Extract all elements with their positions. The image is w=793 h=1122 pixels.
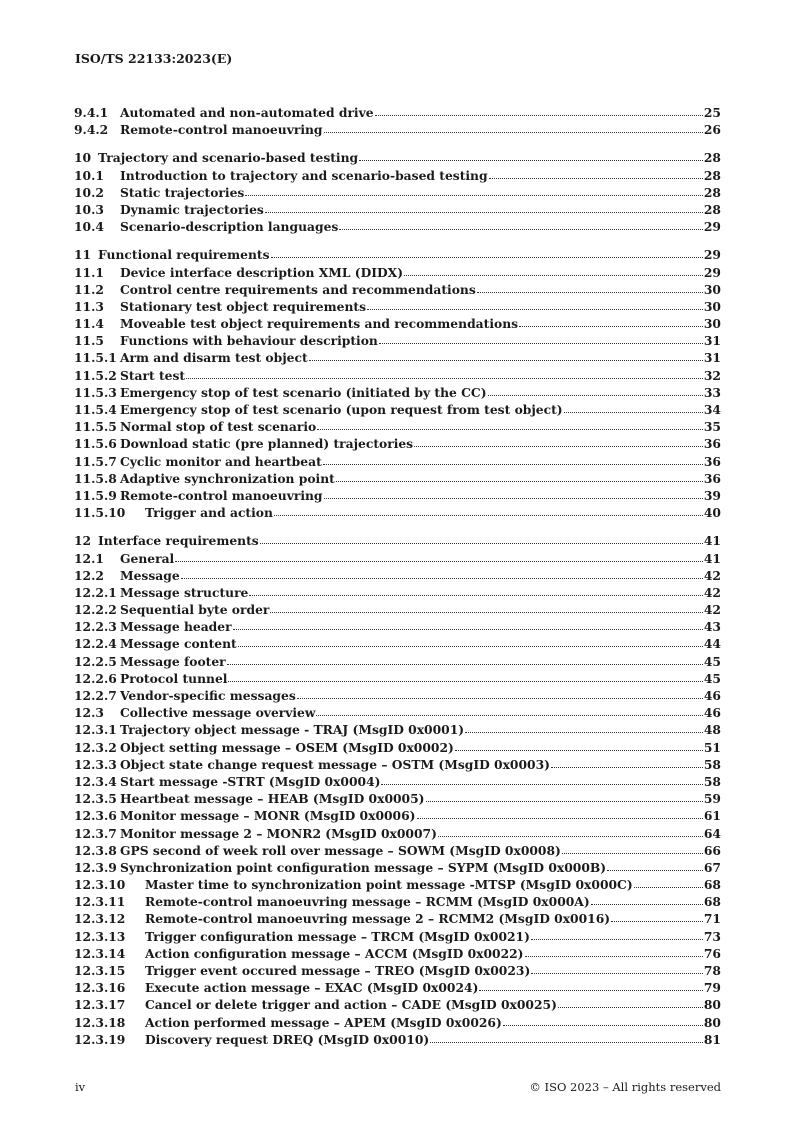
page-number: iv (75, 1080, 86, 1094)
dot-leader (260, 533, 703, 545)
dot-leader (607, 860, 703, 872)
toc-entry-number: 11.5.1 (74, 350, 117, 366)
dot-leader (591, 894, 703, 906)
dot-leader (414, 436, 703, 448)
toc-entry-number: 12.3.17 (74, 997, 126, 1013)
toc-entry-number: 12.1 (74, 550, 104, 566)
toc-entry-page: 36 (703, 470, 721, 486)
toc-entry[interactable] (74, 282, 721, 299)
dot-leader (238, 636, 703, 648)
toc-entry[interactable] (74, 877, 721, 894)
toc-entry-page: 48 (703, 722, 721, 738)
toc-entry-page: 31 (703, 333, 721, 349)
dot-leader (270, 602, 702, 614)
toc-entry-page: 29 (703, 247, 721, 263)
toc-entry-title: Action performed message – APEM (MsgID 0x0026) (145, 1014, 502, 1030)
toc-entry[interactable] (74, 419, 721, 436)
toc-entry-page: 41 (703, 533, 721, 549)
toc-entry-page: 81 (703, 1031, 721, 1047)
toc-entry-page: 40 (703, 505, 721, 521)
toc-entry[interactable] (74, 533, 721, 550)
toc-entry[interactable] (74, 980, 721, 997)
toc-entry-title: Heartbeat message – HEAB (MsgID 0x0005) (120, 791, 425, 807)
toc-entry-title: Protocol tunnel (120, 670, 228, 686)
dot-leader (323, 454, 703, 466)
dot-leader (479, 980, 702, 992)
toc-entry-title: Start test (120, 367, 186, 383)
toc-entry-title: Control centre requirements and recommendations (120, 281, 476, 297)
toc-entry[interactable] (74, 471, 721, 488)
toc-entry-title: Message (120, 567, 180, 583)
dot-leader (249, 585, 702, 597)
toc-entry[interactable] (74, 705, 721, 722)
toc-entry[interactable] (74, 299, 721, 316)
toc-entry-number: 12.2.7 (74, 688, 117, 703)
toc-entry[interactable] (74, 185, 721, 202)
toc-entry-page: 36 (703, 453, 721, 469)
dot-leader (488, 385, 703, 397)
toc-entry-title: Device interface description XML (DIDX) (120, 264, 404, 280)
dot-leader (519, 316, 703, 328)
toc-entry[interactable] (74, 826, 721, 843)
dot-leader (525, 946, 703, 958)
toc-entry-title: Object state change request message – OSTM (MsgID 0x0003) (120, 756, 550, 772)
toc-entry-number: 12.3.12 (74, 911, 126, 927)
toc-entry-title: Static trajectories (120, 184, 245, 200)
dot-leader (551, 757, 703, 769)
toc-entry-page: 31 (703, 350, 721, 366)
dot-leader (359, 150, 703, 162)
toc-entry[interactable] (74, 619, 721, 636)
toc-entry-number: 12.3.3 (74, 756, 117, 772)
dot-leader (233, 619, 703, 631)
dot-leader (336, 471, 703, 483)
dot-leader (489, 168, 703, 180)
toc-entry[interactable] (74, 202, 721, 219)
toc-entry-page: 42 (703, 567, 721, 583)
toc-entry[interactable] (74, 894, 721, 911)
toc-entry-page: 41 (703, 550, 721, 566)
toc-entry[interactable] (74, 333, 721, 350)
toc-entry[interactable] (74, 1015, 721, 1032)
toc-entry-page: 42 (703, 584, 721, 600)
dot-leader (316, 705, 702, 717)
toc-entry-page: 58 (703, 756, 721, 772)
dot-leader (271, 247, 703, 259)
toc-entry-number: 9.4.1 (74, 105, 109, 120)
toc-entry-title: Functional requirements (98, 247, 270, 263)
dot-leader (181, 568, 703, 580)
toc-entry-title: Monitor message 2 – MONR2 (MsgID 0x0007) (120, 825, 437, 841)
toc-entry-number: 10 (74, 150, 92, 166)
toc-entry-title: Trajectory and scenario-based testing (98, 150, 359, 166)
toc-entry-title: Discovery request DREQ (MsgID 0x0010) (145, 1031, 430, 1047)
toc-entry-number: 12.3.5 (74, 791, 117, 807)
toc-entry[interactable] (74, 791, 721, 808)
dot-leader (175, 551, 703, 563)
toc-entry[interactable] (74, 997, 721, 1014)
dot-leader (564, 402, 703, 414)
toc-entry[interactable] (74, 436, 721, 453)
toc-entry-page: 58 (703, 773, 721, 789)
toc-entry-title: Moveable test object requirements and recommendations (120, 316, 519, 332)
toc-entry-page: 76 (703, 945, 721, 961)
toc-entry-number: 12.3.7 (74, 825, 117, 841)
toc-entry-number: 11.5.5 (74, 419, 117, 435)
toc-entry-title: Functions with behaviour description (120, 333, 378, 349)
toc-entry-title: Interface requirements (98, 533, 259, 549)
toc-entry-page: 29 (703, 219, 721, 235)
toc-entry[interactable] (74, 265, 721, 282)
toc-entry-page: 46 (703, 705, 721, 721)
toc-entry-number: 9.4.2 (74, 122, 109, 138)
toc-entry-number: 12.3.1 (74, 722, 117, 738)
dot-leader (245, 185, 703, 197)
toc-entry-title: Cancel or delete trigger and action – CADE (MsgID 0x0025) (145, 997, 557, 1013)
toc-entry[interactable] (74, 911, 721, 928)
toc-entry[interactable] (74, 168, 721, 185)
toc-entry[interactable] (74, 585, 721, 602)
toc-entry-page: 67 (703, 859, 721, 875)
toc-entry[interactable] (74, 808, 721, 825)
toc-entry[interactable] (74, 860, 721, 877)
toc-entry[interactable] (74, 946, 721, 963)
toc-entry-number: 10.1 (74, 167, 104, 183)
toc-entry-title: Synchronization point configuration message – SYPM (MsgID 0x000B) (120, 859, 607, 875)
toc-entry-title: Trigger configuration message – TRCM (MsgID 0x0021) (145, 928, 530, 944)
toc-entry-number: 11 (74, 247, 92, 263)
dot-leader (274, 505, 703, 517)
dot-leader (186, 368, 703, 380)
toc-entry-number: 11.2 (74, 281, 104, 297)
toc-entry-title: Trigger event occured message – TREO (MsgID 0x0023) (145, 963, 531, 978)
toc-entry[interactable] (74, 688, 721, 705)
dot-leader (477, 282, 703, 294)
toc-entry-title: Sequential byte order (120, 602, 270, 618)
dot-leader (339, 219, 703, 231)
toc-entry-number: 12.2.1 (74, 584, 117, 600)
dot-leader (297, 688, 703, 700)
toc-entry-title: Normal stop of test scenario (120, 419, 317, 435)
toc-entry[interactable] (74, 963, 721, 980)
toc-entry-page: 34 (703, 402, 721, 417)
dot-leader (562, 843, 703, 855)
toc-entry-page: 43 (703, 619, 721, 635)
toc-entry-number: 11.5.2 (74, 367, 117, 383)
dot-leader (417, 808, 703, 820)
toc-entry[interactable] (74, 219, 721, 236)
toc-entry-title: Start message -STRT (MsgID 0x0004) (120, 773, 381, 789)
toc-entry[interactable] (74, 602, 721, 619)
toc-entry[interactable] (74, 654, 721, 671)
toc-entry-title: Action configuration message – ACCM (MsgID 0x0022) (145, 945, 524, 961)
dot-leader (634, 877, 703, 889)
toc-entry-title: Object setting message – OSEM (MsgID 0x0002) (120, 739, 454, 755)
toc-entry[interactable] (74, 105, 721, 122)
copyright-notice: © ISO 2023 – All rights reserved (529, 1080, 721, 1094)
toc-entry-number: 12.2.5 (74, 653, 117, 669)
toc-entry-page: 30 (703, 298, 721, 314)
toc-entry-title: Introduction to trajectory and scenario-based testing (120, 167, 488, 183)
toc-entry-number: 12.3.6 (74, 808, 117, 824)
toc-entry[interactable] (74, 350, 721, 367)
toc-entry-number: 11.5.8 (74, 470, 117, 486)
toc-entry[interactable] (74, 402, 721, 419)
toc-entry-page: 45 (703, 670, 721, 686)
toc-entry-number: 11.4 (74, 316, 104, 332)
toc-entry-page: 45 (703, 653, 721, 669)
dot-leader (317, 419, 703, 431)
toc-entry-page: 33 (703, 384, 721, 400)
toc-entry-page: 30 (703, 316, 721, 332)
toc-entry[interactable] (74, 488, 721, 505)
toc-entry[interactable] (74, 722, 721, 739)
toc-entry[interactable] (74, 385, 721, 402)
toc-entry-page: 80 (703, 1014, 721, 1030)
toc-entry-number: 12.3.11 (74, 894, 126, 910)
dot-leader (324, 488, 703, 500)
toc-entry-title: Adaptive synchronization point (120, 470, 335, 486)
toc-entry[interactable] (74, 1032, 721, 1049)
toc-entry-title: Dynamic trajectories (120, 201, 264, 217)
dot-leader (430, 1032, 703, 1044)
toc-entry-page: 28 (703, 167, 721, 183)
toc-entry-title: Emergency stop of test scenario (upon request from test object) (120, 402, 563, 417)
table-of-contents (74, 105, 721, 1049)
dot-leader (404, 265, 703, 277)
toc-entry-number: 12.3.2 (74, 739, 117, 755)
toc-entry-page: 79 (703, 980, 721, 996)
toc-entry[interactable] (74, 505, 721, 522)
toc-entry-number: 12.3.18 (74, 1014, 126, 1030)
toc-entry-title: Message header (120, 619, 232, 635)
toc-entry-number: 12 (74, 533, 92, 549)
toc-entry[interactable] (74, 454, 721, 471)
toc-entry-page: 39 (703, 487, 721, 503)
toc-entry-number: 12.2.6 (74, 670, 117, 686)
toc-entry[interactable] (74, 671, 721, 688)
toc-entry-title: Message content (120, 636, 237, 652)
toc-entry-title: GPS second of week roll over message – SOWM (MsgID 0x0008) (120, 842, 561, 858)
dot-leader (367, 299, 703, 311)
dot-leader (455, 740, 703, 752)
toc-entry-page: 71 (703, 911, 721, 927)
toc-entry-number: 12.2.4 (74, 636, 117, 652)
toc-entry-page: 46 (703, 688, 721, 703)
toc-entry-page: 78 (703, 963, 721, 978)
toc-entry-page: 44 (703, 636, 721, 652)
toc-entry-number: 11.5.4 (74, 402, 117, 417)
dot-leader (324, 122, 703, 134)
dot-leader (309, 350, 703, 362)
dot-leader (531, 963, 703, 975)
toc-entry-number: 10.4 (74, 219, 104, 235)
toc-entry-number: 12.2.2 (74, 602, 117, 618)
dot-leader (375, 105, 703, 117)
toc-entry-number: 12.3.16 (74, 980, 126, 996)
toc-entry-page: 59 (703, 791, 721, 807)
dot-leader (558, 997, 703, 1009)
toc-entry-page: 61 (703, 808, 721, 824)
toc-entry-page: 64 (703, 825, 721, 841)
toc-entry-title: Execute action message – EXAC (MsgID 0x0024) (145, 980, 479, 996)
toc-entry[interactable] (74, 551, 721, 568)
dot-leader (227, 654, 703, 666)
toc-entry-number: 12.3.13 (74, 928, 126, 944)
toc-entry-number: 11.1 (74, 264, 104, 280)
toc-entry-title: Emergency stop of test scenario (initiated by the CC) (120, 384, 487, 400)
toc-entry-title: Message footer (120, 653, 226, 669)
dot-leader (381, 774, 702, 786)
toc-entry-number: 12.3.9 (74, 859, 117, 875)
toc-entry-title: Remote-control manoeuvring message – RCMM (MsgID 0x000A) (145, 894, 590, 910)
toc-entry-page: 35 (703, 419, 721, 435)
toc-entry-number: 11.5.6 (74, 436, 117, 452)
toc-entry-page: 28 (703, 184, 721, 200)
toc-entry-page: 42 (703, 602, 721, 618)
toc-entry-number: 10.2 (74, 184, 104, 200)
toc-entry-number: 10.3 (74, 201, 104, 217)
toc-entry-number: 11.5.9 (74, 487, 117, 503)
dot-leader (531, 929, 703, 941)
dot-leader (426, 791, 703, 803)
toc-entry-page: 80 (703, 997, 721, 1013)
toc-entry[interactable] (74, 568, 721, 585)
toc-entry-page: 68 (703, 894, 721, 910)
toc-entry-title: Master time to synchronization point message -MTSP (MsgID 0x000C) (145, 877, 633, 893)
dot-leader (228, 671, 702, 683)
toc-entry-page: 36 (703, 436, 721, 452)
toc-entry-number: 11.3 (74, 298, 104, 314)
toc-entry-number: 12.3.15 (74, 963, 126, 978)
toc-entry-number: 11.5.7 (74, 453, 117, 469)
toc-entry-page: 73 (703, 928, 721, 944)
toc-entry-title: Trajectory object message - TRAJ (MsgID 0x0001) (120, 722, 465, 738)
toc-entry-number: 11.5.3 (74, 384, 117, 400)
toc-entry-page: 28 (703, 201, 721, 217)
toc-entry-page: 29 (703, 264, 721, 280)
toc-entry-number: 12.3.10 (74, 877, 126, 893)
dot-leader (611, 911, 703, 923)
toc-entry-number: 11.5.10 (74, 505, 126, 521)
toc-entry[interactable] (74, 843, 721, 860)
toc-entry-title: Download static (pre planned) trajectories (120, 436, 414, 452)
toc-entry-title: Message structure (120, 584, 249, 600)
toc-entry-title: Remote-control manoeuvring (120, 122, 323, 138)
toc-entry-title: Vendor-specific messages (120, 688, 296, 703)
toc-entry-page: 51 (703, 739, 721, 755)
toc-entry[interactable] (74, 757, 721, 774)
dot-leader (503, 1015, 703, 1027)
toc-entry[interactable] (74, 774, 721, 791)
toc-entry-page: 28 (703, 150, 721, 166)
toc-entry-title: Remote-control manoeuvring message 2 – RCMM2 (MsgID 0x0016) (145, 911, 611, 927)
toc-entry[interactable] (74, 122, 721, 139)
toc-entry-title: Collective message overview (120, 705, 316, 721)
dot-leader (438, 826, 703, 838)
toc-entry[interactable] (74, 150, 721, 167)
toc-entry-title: General (120, 550, 175, 566)
toc-entry-title: Trigger and action (145, 505, 273, 521)
toc-entry-page: 66 (703, 842, 721, 858)
toc-entry-number: 12.2.3 (74, 619, 117, 635)
dot-leader (379, 333, 703, 345)
dot-leader (265, 202, 703, 214)
toc-entry-number: 12.2 (74, 567, 104, 583)
toc-entry-title: Arm and disarm test object (120, 350, 308, 366)
dot-leader (465, 722, 703, 734)
toc-entry-number: 12.3 (74, 705, 104, 721)
toc-entry-number: 12.3.4 (74, 773, 117, 789)
toc-entry-page: 32 (703, 367, 721, 383)
toc-entry-number: 12.3.19 (74, 1031, 126, 1047)
toc-entry-page: 25 (703, 105, 721, 120)
toc-entry[interactable] (74, 368, 721, 385)
toc-entry-page: 30 (703, 281, 721, 297)
toc-entry-title: Automated and non-automated drive (120, 105, 374, 120)
document-id-header: ISO/TS 22133:2023(E) (75, 51, 233, 66)
toc-entry-title: Monitor message – MONR (MsgID 0x0006) (120, 808, 416, 824)
toc-entry-number: 11.5 (74, 333, 104, 349)
toc-entry-title: Scenario-description languages (120, 219, 339, 235)
toc-entry-title: Stationary test object requirements (120, 298, 366, 314)
toc-entry-number: 12.3.8 (74, 842, 117, 858)
toc-entry-title: Cyclic monitor and heartbeat (120, 453, 322, 469)
toc-entry[interactable] (74, 929, 721, 946)
toc-entry-title: Remote-control manoeuvring (120, 487, 323, 503)
toc-entry-page: 68 (703, 877, 721, 893)
toc-entry[interactable] (74, 247, 721, 264)
toc-entry[interactable] (74, 740, 721, 757)
toc-entry-number: 12.3.14 (74, 945, 126, 961)
toc-entry[interactable] (74, 636, 721, 653)
toc-entry[interactable] (74, 316, 721, 333)
toc-entry-page: 26 (703, 122, 721, 138)
